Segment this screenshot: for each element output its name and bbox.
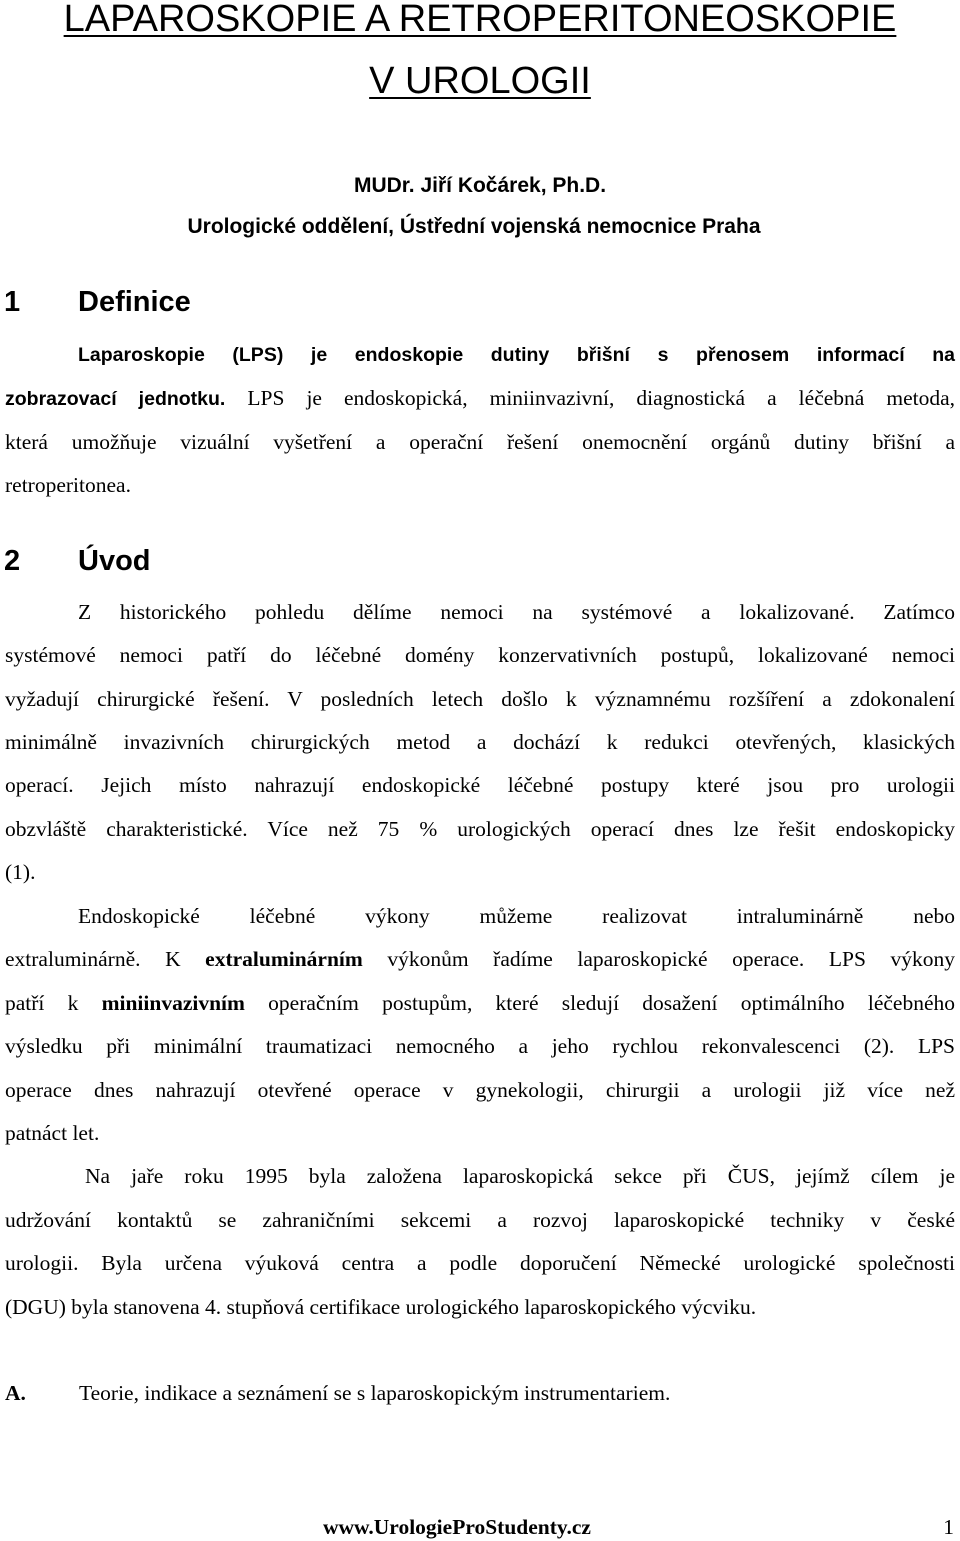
section-heading-definice <box>4 286 191 318</box>
section-heading-uvod <box>4 545 151 577</box>
section-a-text: Teorie, indikace a seznámení se s laparoskopickým instrumentariem. <box>79 1381 671 1405</box>
text-run: patří k <box>5 991 102 1015</box>
paragraph-line: operace dnes nahrazují otevřené operace v gynekologii, chirurgii a urologii již více než <box>5 1078 955 1102</box>
paragraph-line: (DGU) byla stanovena 4. stupňová certifikace urologického laparoskopického výcviku. <box>5 1295 757 1319</box>
text-run: LPS je endoskopická, miniinvazivní, diagnostická a léčebná metoda, <box>225 386 956 410</box>
paragraph-line: minimálně invazivních chirurgických metod a dochází k redukci otevřených, klasických <box>5 730 955 754</box>
paragraph-line: Z historického pohledu dělíme nemoci na systémové a lokalizované. Zatímco <box>78 600 955 624</box>
paragraph-line: urologii. Byla určena výuková centra a podle doporučení Německé urologické společnosti <box>5 1251 955 1275</box>
footer-url-link[interactable]: www.UrologieProStudenty.cz <box>323 1515 591 1539</box>
section-number: 2 <box>4 545 21 577</box>
paragraph-line: (1). <box>5 860 36 884</box>
paragraph-line: systémové nemoci patří do léčebné domény konzervativních postupů, lokalizované nemoci <box>5 643 955 667</box>
paragraph-line: Laparoskopie (LPS) je endoskopie dutiny břišní s přenosem informací na <box>78 344 955 366</box>
paragraph-line <box>5 385 955 412</box>
author-affiliation: Urologické oddělení, Ústřední vojenská nemocnice Praha <box>187 215 761 238</box>
paragraph-line: retroperitonea. <box>5 473 131 497</box>
bold-term: miniinvazivním <box>101 991 245 1015</box>
page-number: 1 <box>943 1515 954 1539</box>
paragraph-line: vyžadují chirurgické řešení. V posledních letech došlo k významnému rozšíření a zdokonalení <box>5 687 955 711</box>
text-run: extraluminárně. K <box>5 947 206 971</box>
document-title-line-1: LAPAROSKOPIE A RETROPERITONEOSKOPIE <box>63 0 897 40</box>
paragraph-line: obzvláště charakteristické. Více než 75 % urologických operací dnes lze řešit endoskopicky <box>5 817 955 841</box>
bold-term: extraluminárním <box>205 947 363 971</box>
paragraph-line: výsledku při minimální traumatizaci nemocného a jeho rychlou rekonvalescenci (2). LPS <box>5 1034 955 1058</box>
paragraph-line <box>5 946 955 972</box>
author-name: MUDr. Jiří Kočárek, Ph.D. <box>353 174 607 197</box>
paragraph-line <box>5 990 955 1016</box>
bold-phrase: zobrazovací jednotku. <box>5 388 226 410</box>
text-run: operačním postupům, které sledují dosažení optimálního léčebného <box>244 991 955 1015</box>
text-run: výkonům řadíme laparoskopické operace. LPS výkony <box>362 947 955 971</box>
paragraph-line: operací. Jejich místo nahrazují endoskopické léčebné postupy které jsou pro urologii <box>5 773 955 797</box>
section-title: Úvod <box>78 545 151 577</box>
paragraph-line: udržování kontaktů se zahraničními sekcemi a rozvoj laparoskopické techniky v české <box>5 1208 955 1232</box>
paragraph-line: Endoskopické léčebné výkony můžeme realizovat intraluminárně nebo <box>78 904 955 928</box>
section-title: Definice <box>78 286 191 318</box>
paragraph-line: Na jaře roku 1995 byla založena laparoskopická sekce při ČUS, jejímž cílem je <box>85 1164 955 1188</box>
section-a <box>5 1380 670 1406</box>
paragraph-line: která umožňuje vizuální vyšetření a operační řešení onemocnění orgánů dutiny břišní a <box>5 430 955 454</box>
section-a-label: A. <box>5 1381 26 1405</box>
section-number: 1 <box>4 286 21 318</box>
paragraph-line: patnáct let. <box>5 1121 100 1145</box>
document-title-line-2: V UROLOGII <box>369 60 591 102</box>
